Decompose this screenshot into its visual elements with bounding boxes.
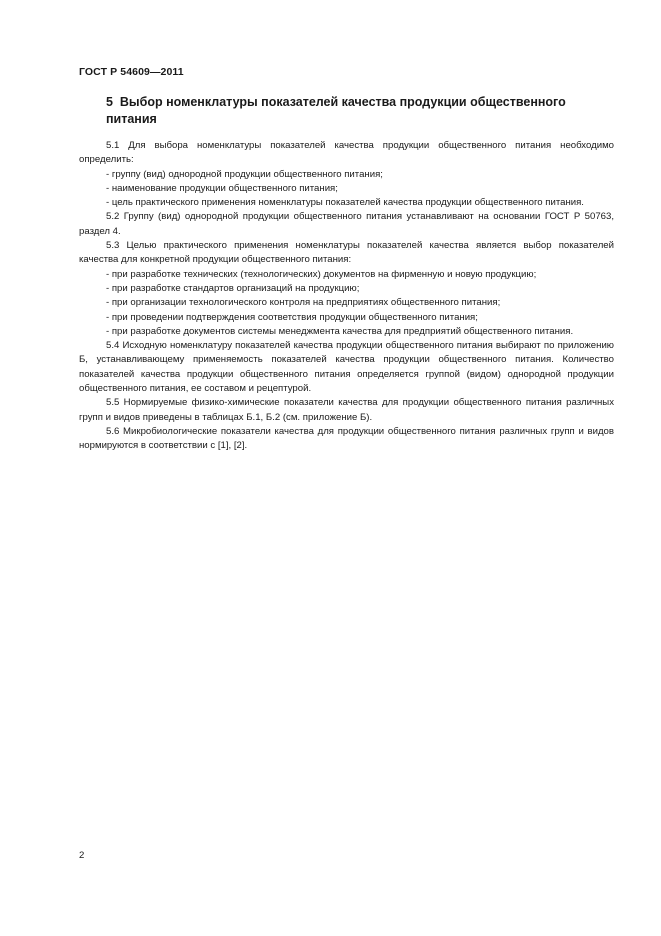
list-item: - группу (вид) однородной продукции общественного питания; [106, 168, 383, 180]
list-item: - при разработке стандартов организаций на продукцию; [106, 282, 360, 294]
section-title-line1: Выбор номенклатуры показателей качества продукции общественного [119, 95, 566, 109]
list-item: - наименование продукции общественного питания; [106, 182, 338, 194]
paragraph-5-3: 5.3 Целью практического применения номенклатуры показателей качества является выбор показателей качества для конкретной продукции общественного питания: [79, 240, 614, 266]
standard-code-header: ГОСТ Р 54609—2011 [79, 66, 184, 78]
paragraph-5-5: 5.5 Нормируемые физико-химические показатели качества для продукции общественного питания различных групп и видов приведены в таблицах Б.1, Б.2 (см. приложение Б). [79, 397, 614, 423]
list-item: - при организации технологического контроля на предприятиях общественного питания; [106, 297, 501, 309]
section-title [106, 94, 626, 128]
paragraph-5-1: 5.1 Для выбора номенклатуры показателей качества продукции общественного питания необходимо определить: [79, 140, 614, 166]
list-item: - цель практического применения номенклатуры показателей качества продукции общественного питания. [106, 197, 584, 209]
list-item: - при проведении подтверждения соответствия продукции общественного питания; [106, 311, 478, 323]
list-item: - при разработке технических (технологических) документов на фирменную и новую продукцию; [106, 268, 537, 280]
paragraph-5-4: 5.4 Исходную номенклатуру показателей качества продукции общественного питания выбирают по приложению Б, устанавливающему применяемость показателей качества продукции общественного питания. Количество показателей качества продукции общественного питания определяется группой (видом) однородной продукции общественного питания, ее составом и рецептурой. [79, 340, 614, 395]
paragraph-5-2: 5.2 Группу (вид) однородной продукции общественного питания устанавливают на основании ГОСТ Р 50763, раздел 4. [79, 211, 614, 237]
section-title-line2: питания [106, 112, 157, 126]
section-number: 5 [106, 95, 113, 109]
page-number: 2 [79, 850, 85, 861]
section-body [79, 139, 614, 454]
paragraph-5-6: 5.6 Микробиологические показатели качества для продукции общественного питания различных групп и видов нормируются в соответствии с [1], [2]. [79, 425, 614, 452]
list-item: - при разработке документов системы менеджмента качества для предприятий общественного питания. [106, 325, 574, 337]
